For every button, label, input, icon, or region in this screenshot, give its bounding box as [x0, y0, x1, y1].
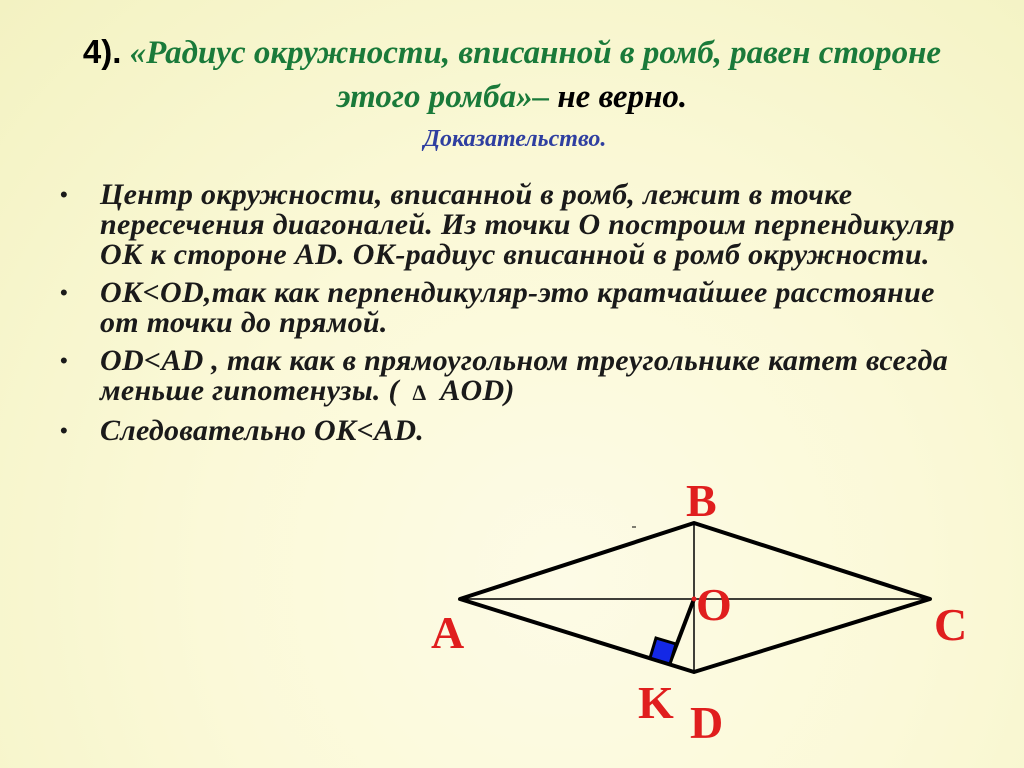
- triangle-icon: ∆: [412, 380, 427, 405]
- proof-item-text: ОК<OD,так как перпендикуляр-это кратчайшее расстояние от точки до прямой.: [100, 276, 935, 339]
- proof-item-text: Центр окружности, вписанной в ромб, лежит в точке пересечения диагоналей. Из точки О построим перпендикуляр ОК к стороне АD. ОК-радиус вписанной в ромб окружности.: [100, 178, 955, 271]
- vertex-label-a: A: [431, 607, 465, 658]
- proof-item-text: Следовательно ОК<AD.: [100, 414, 425, 447]
- bullet-icon: •: [60, 348, 69, 373]
- problem-statement: «Радиус окружности, вписанной в ромб, равен стороне этого ромба»–: [129, 35, 942, 115]
- proof-heading: Доказательство.: [423, 126, 607, 152]
- bullet-icon: •: [60, 418, 69, 443]
- vertex-label-o: O: [696, 579, 732, 630]
- bullet-icon: •: [60, 182, 69, 207]
- vertex-label-d: D: [690, 697, 724, 748]
- bullet-icon: •: [60, 280, 69, 305]
- problem-verdict: не верно.: [557, 79, 688, 115]
- vertex-label-b: B: [686, 475, 717, 526]
- right-angle-marker: [650, 638, 676, 664]
- proof-item-tail: AOD): [432, 374, 515, 407]
- problem-number: 4).: [82, 33, 122, 70]
- vertex-label-k: K: [638, 677, 674, 728]
- proof-item-text: OD<AD , так как в прямоугольном треугольнике катет всегда меньше гипотенузы. (: [100, 344, 949, 407]
- vertex-label-c: C: [934, 599, 968, 650]
